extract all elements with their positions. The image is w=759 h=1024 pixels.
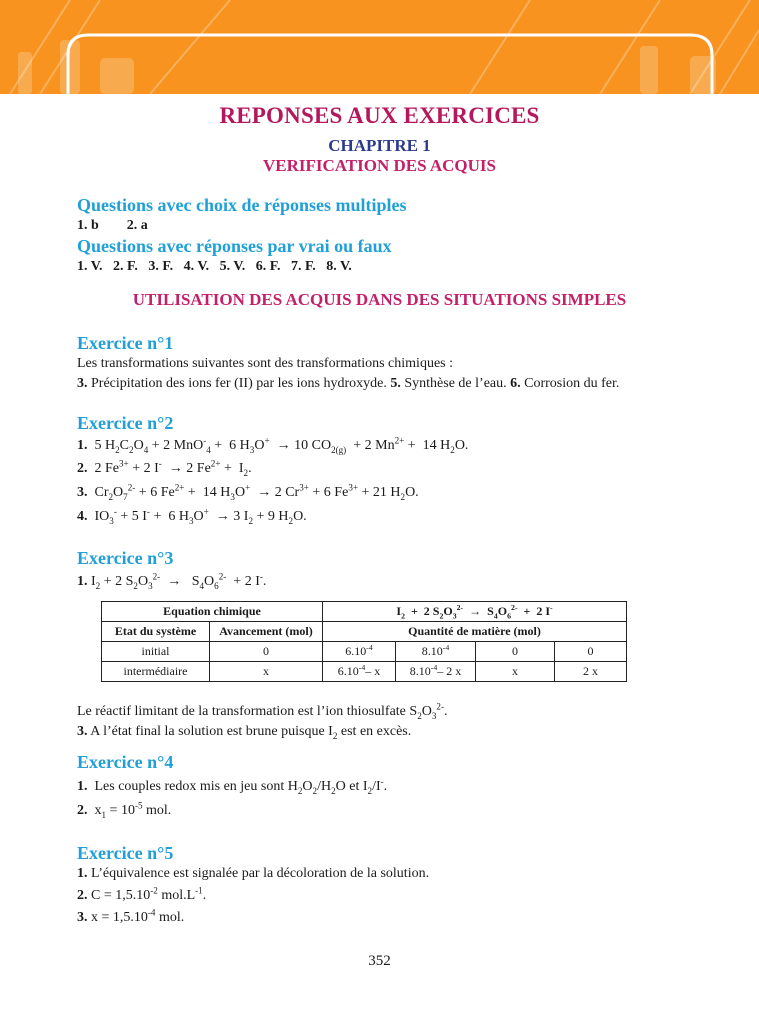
progress-table (101, 601, 627, 682)
exercise-2-equation-2: 2. 2 $Fe^{3+} + 2$ I- → 2 $Fe^{2+} + I_2$. (77, 458, 252, 478)
table-header-advance: Avancement (mol) (210, 622, 323, 642)
exercise-4-line-2: 2. $x_1 = 10^{-5}$ mol. (77, 800, 172, 820)
exercise-1-title: Exercice n°1 (77, 333, 174, 353)
chapter-title: CHAPITRE 1 (328, 136, 431, 155)
exercise-4-title: Exercice n°4 (77, 752, 174, 772)
qcm-answers: 1. b 2. a (77, 218, 148, 233)
page-number: 352 (368, 953, 391, 969)
table-header-quantity: Quantité de matière (mol) (323, 622, 627, 642)
exercise-4-line-1: 1. Les couples redox mis en jeu sont $H_2O_2/H_2O$ et $I_2/I^-$. (77, 776, 388, 796)
table-row: initial 0 $6.10^{-4}$ $8.10^{-4}$ 0 0 (102, 642, 627, 662)
section-title: VERIFICATION DES ACQUIS (262, 156, 496, 175)
exercise-3-limiting-reagent: Le réactif limitant de la transformation est l’ion thiosulfate $S_2O_3^{2-}$. (77, 701, 448, 721)
table-row: intermédiaire x $6.10^{-4}-$ x $8.10^{-4}-$ 2 x x 2 x (102, 662, 627, 682)
exercise-2-equation-4: 4. $IO_3^- + 5$ I- + 6 $H_3O^+ \to 3$ $I_2 + 9$ $H_2O$. (77, 506, 307, 526)
exercise-2-equation-3: 3. $Cr_2O_7^{2-} + 6$ $Fe^{2+} + 14$ $H_3O^+ \to 2$ $Cr^{3+} + 6$ $Fe^{3+} + 21$ $H_2O$. (77, 482, 419, 502)
situations-heading: UTILISATION DES ACQUIS DANS DES SITUATIONS SIMPLES (132, 290, 627, 309)
exercise-5-line-1: 1. L’équivalence est signalée par la décoloration de la solution. (77, 866, 430, 881)
exercise-3-equation: 1. $I_2 + 2$ $S_2O_3^{2-} \to S_4O_6^{2-} + 2$ I-. (77, 571, 267, 591)
header-banner (0, 0, 759, 94)
exercise-5-line-2: 2. $C = 1,5.10^{-2}$ $mol.L^{-1}$. (77, 885, 207, 903)
table-header-equation: Equation chimique (102, 602, 323, 622)
page-title: REPONSES AUX EXERCICES (219, 103, 540, 128)
qcm-heading: Questions avec choix de réponses multiples (77, 195, 407, 215)
exercise-2-title: Exercice n°2 (77, 413, 174, 433)
table-header-reaction: $I_2 + 2$ $S_2O_3^{2-} \to S_4O_6^{2-} + 2$ I- (323, 602, 627, 622)
exercise-3-final-state: 3. A l’état final la solution est brune puisque $I_2$ est en excès. (77, 724, 412, 741)
exercise-2-equation-1: 1. 5 $H_2C_2O_4 + 2$ MnO-$_4$ + 6 $H_3O^+ \to 10$ $CO_{2(g)} + 2$ $Mn^{2+} + 14$ $H_2O$. (77, 435, 469, 455)
exercise-5-title: Exercice n°5 (77, 843, 174, 863)
exercise-1-line-1: Les transformations suivantes sont des transformations chimiques : (77, 356, 453, 371)
table-header-state: Etat du système (102, 622, 210, 642)
exercise-1-line-2: 3. Précipitation des ions fer (II) par les ions hydroxyde. 5. Synthèse de l’eau. 6. Corrosion du fer. (77, 376, 620, 391)
exercise-5-line-3: 3. $x = 1,5.10^{-4}$ mol. (77, 907, 185, 925)
lab-glassware-decoration (0, 0, 759, 94)
vf-heading: Questions avec réponses par vrai ou faux (77, 236, 392, 256)
exercise-3-title: Exercice n°3 (77, 548, 174, 568)
vf-answers: 1. V. 2. F. 3. F. 4. V. 5. V. 6. F. 7. F. 8. V. (77, 259, 352, 274)
